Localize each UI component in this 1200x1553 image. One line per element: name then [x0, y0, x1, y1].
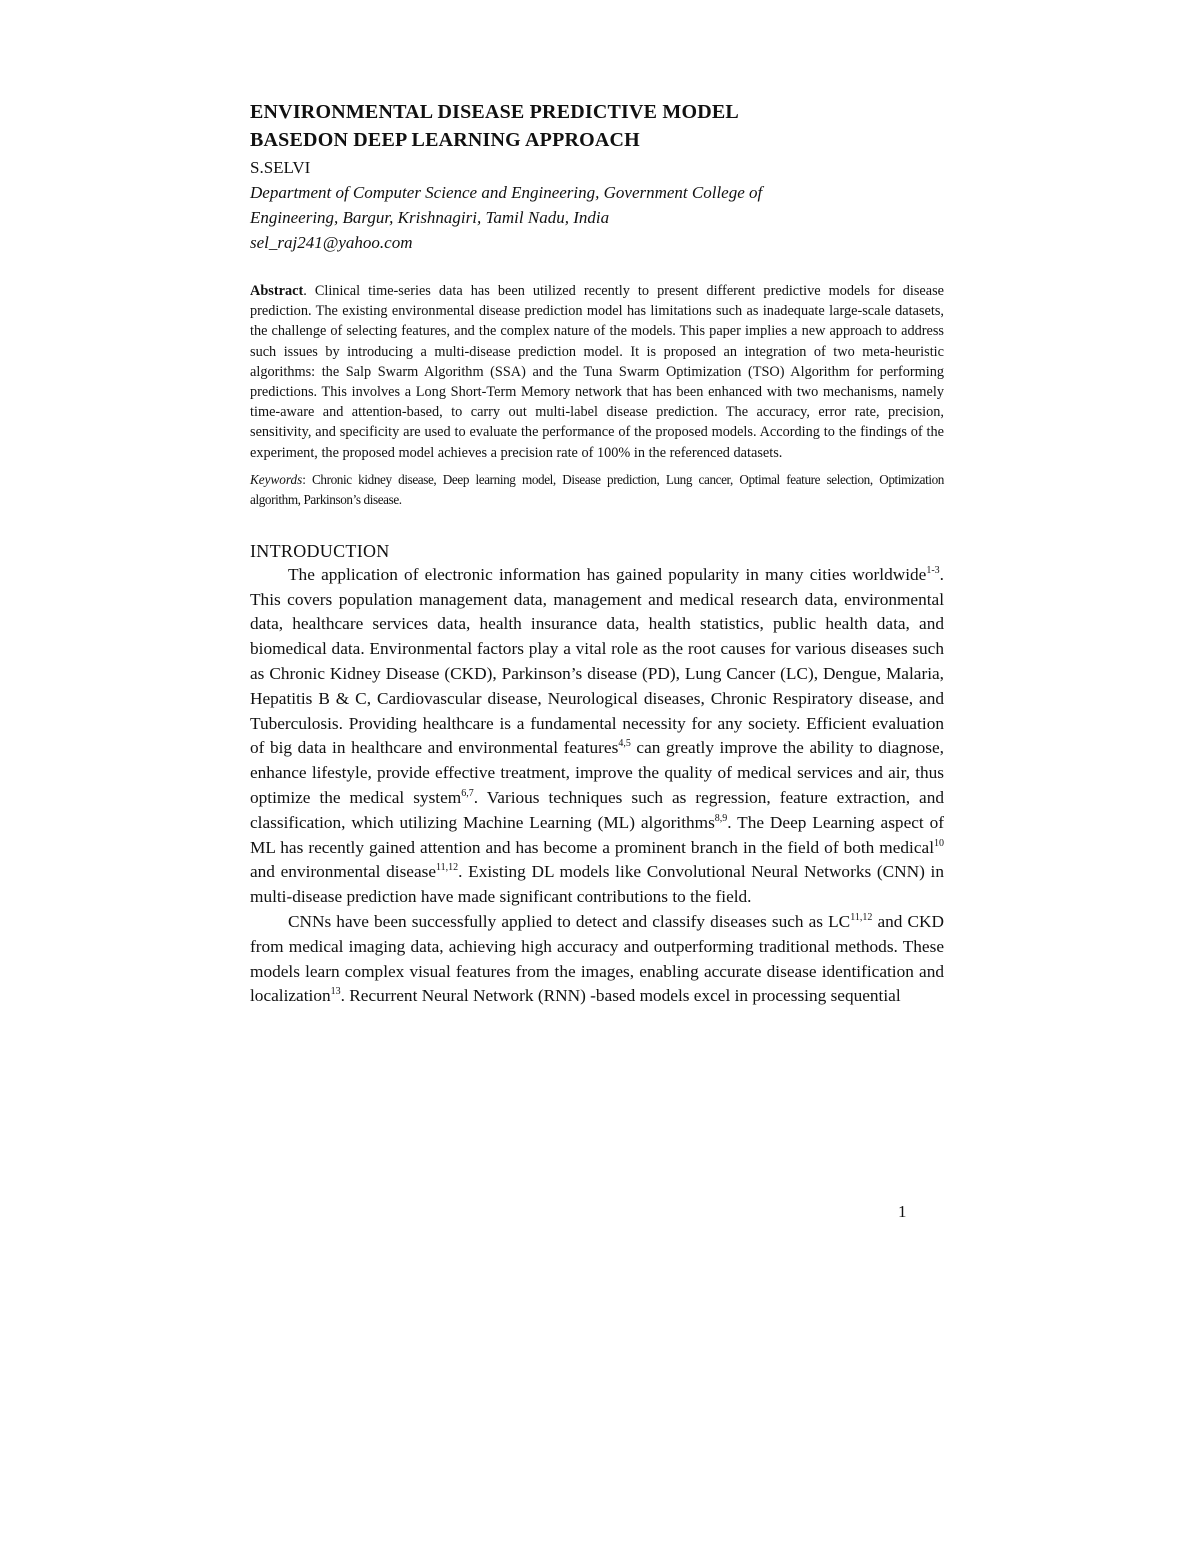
intro-paragraph-1: [250, 563, 944, 910]
title-line-2: BASEDON DEEP LEARNING APPROACH: [250, 129, 640, 151]
text-span: . Recurrent Neural Network (RNN) -based models excel in processing sequential: [340, 986, 901, 1006]
abstract: [250, 281, 944, 463]
text-span: . Existing DL models like Convolutional Neural Networks (CNN) in multi-disease prediction have made significant contributions to the field.: [250, 862, 944, 907]
text-span: CNNs have been successfully applied to detect and classify diseases such as LC: [288, 911, 851, 931]
title-line-1: ENVIRONMENTAL DISEASE PREDICTIVE MODEL: [250, 101, 739, 123]
keywords-label: Keywords: [250, 471, 303, 487]
section-heading: INTRODUCTION: [250, 540, 390, 561]
citation-ref: 6,7: [461, 788, 474, 799]
citation-ref: 1-3: [926, 564, 940, 576]
text-span: can greatly improve the ability to diagnose, enhance lifestyle, provide effective treatment, improve the quality of medical services and air, thus optimize the medical system: [250, 738, 944, 807]
citation-ref: 13: [330, 986, 341, 998]
abstract-text: . Clinical time-series data has been utilized recently to present different predictive models for disease prediction. The existing environmental disease prediction model has limitations such as inadequate large-scale datasets, the challenge of selecting features, and the complex nature of the models. This paper implies a new approach to address such issues by introducing a multi-disease prediction model. It is proposed an integration of two meta-heuristic algorithms: the Salp Swarm Algorithm (SSA) and the Tuna Swarm Optimization (TSO) Algorithm for performing predictions. This involves a Long Short-Term Memory network that has been enhanced with two mechanisms, namely time-aware and attention-based, to carry out multi-label disease prediction. The accuracy, error rate, precision, sensitivity, and specificity are used to evaluate the performance of the proposed models. According to the findings of the experiment, the proposed model achieves a precision rate of 100% in the referenced datasets.: [250, 283, 944, 461]
page-number: 1: [898, 1202, 907, 1221]
affiliation-line-2: Engineering, Bargur, Krishnagiri, Tamil Nadu, India: [250, 208, 610, 227]
citation-ref: 11,12: [436, 862, 459, 874]
paper-title: [250, 98, 944, 154]
text-span: and CKD from medical imaging data, achieving high accuracy and outperforming traditional methods. These models learn complex visual features from the images, enabling accurate disease identification and localization: [250, 911, 944, 1006]
author-name: S.SELVI: [250, 158, 311, 177]
text-span: The application of electronic information has gained popularity in many cities worldwide: [288, 564, 927, 584]
citation-ref: 11,12: [850, 911, 873, 923]
abstract-label: Abstract: [250, 283, 304, 299]
intro-paragraph-2: [250, 910, 944, 1009]
citation-ref: 8,9: [714, 812, 728, 824]
affiliation-line-1: Department of Computer Science and Engineering, Government College of: [250, 183, 763, 202]
paper-page: [250, 98, 944, 1009]
citation-ref: 10: [934, 837, 944, 849]
text-span: . This covers population management data, management and medical research data, environmental data, healthcare services data, health insurance data, health statistics, public health data, and biomedical data. Environmental factors play a vital role as the root causes for various diseases such as Chronic Kidney Disease (CKD), Parkinson’s disease (PD), Lung Cancer (LC), Dengue, Malaria, Hepatitis B & C, Cardiovascular disease, Neurological diseases, Chronic Respiratory disease, and Tuberculosis. Providing healthcare is a fundamental necessity for any society. Efficient evaluation of big data in healthcare and environmental features: [250, 564, 944, 758]
affiliation: [250, 180, 944, 230]
text-span: and environmental disease: [250, 862, 437, 882]
author-email: sel_raj241@yahoo.com: [250, 233, 413, 252]
keywords: [250, 470, 944, 511]
citation-ref: 4,5: [618, 738, 631, 750]
text-span: . Various techniques such as regression, feature extraction, and classification, which utilizing Machine Learning (ML) algorithms: [250, 788, 944, 832]
text-span: . The Deep Learning aspect of ML has recently gained attention and has become a prominent branch in the field of both medical: [250, 812, 944, 857]
keywords-text: : Chronic kidney disease, Deep learning model, Disease prediction, Lung cancer, Optimal feature selection, Optimization algorithm, Parkinson’s disease.: [250, 471, 944, 508]
